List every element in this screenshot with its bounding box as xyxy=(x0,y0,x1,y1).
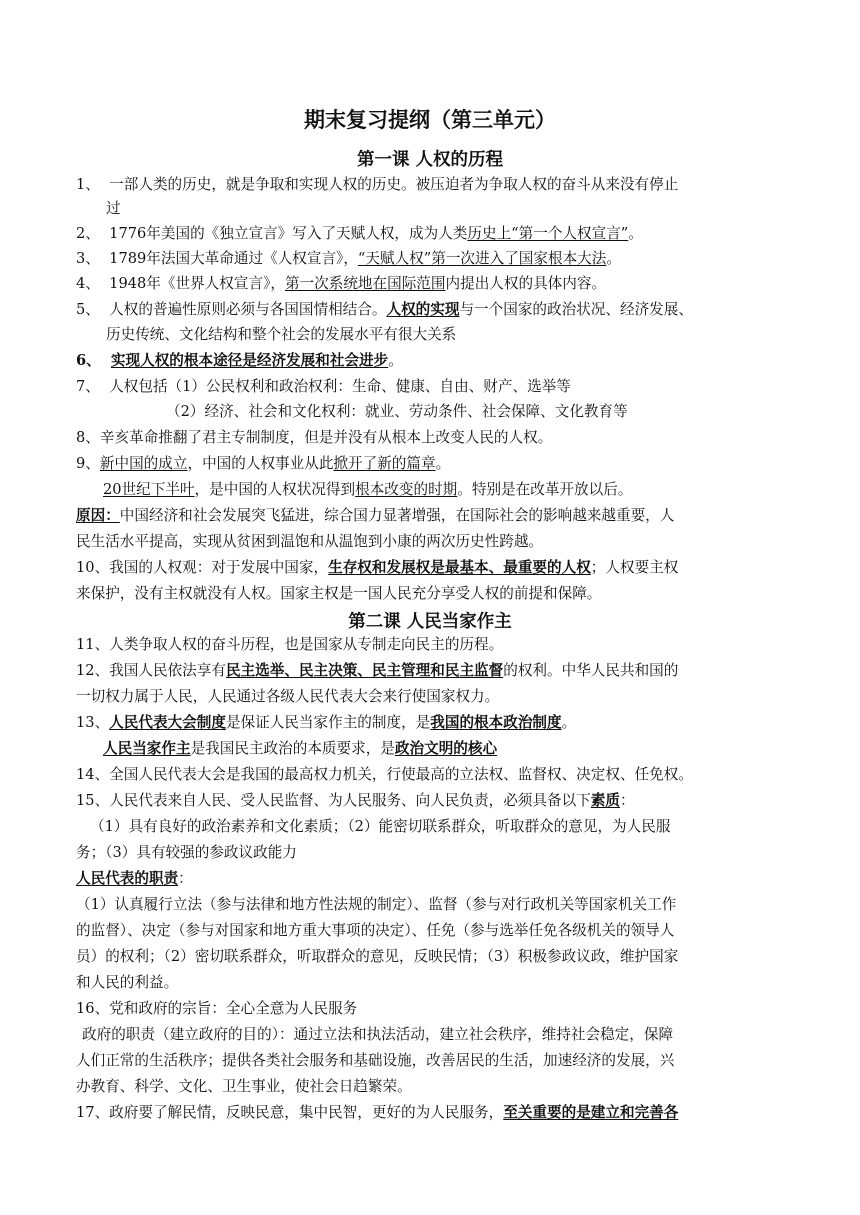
item-7-continuation: （2）经济、社会和文化权利：就业、劳动条件、社会保障、文化教育等 xyxy=(166,403,628,420)
item-13-second-line xyxy=(103,738,497,760)
item-3 xyxy=(76,248,621,270)
gov-duties-line-2: 人们正常的生活秩序；提供各类社会服务和基础设施，改善居民的生活，加速经济的发展，兴 xyxy=(76,1052,675,1069)
duties-line-1: （1）认真履行立法（参与法律和地方性法规的制定）、监督（参与对行政机关等国家机关工作 xyxy=(76,896,677,913)
page-title: 期末复习提纲（第三单元） xyxy=(304,108,556,132)
item-text: 党和政府的宗旨：全心全意为人民服务 xyxy=(109,1000,358,1017)
lesson-1-heading: 第一课 人权的历程 xyxy=(356,150,504,170)
item-text: ；人权要主权 xyxy=(590,559,679,576)
item-14 xyxy=(76,764,693,786)
item-text: 我国人民依法享有 xyxy=(109,662,226,679)
item-text: 1789年法国大革命通过《人权宣言》， xyxy=(109,250,358,267)
underlined-phrase: 掀开了新的篇章 xyxy=(333,455,436,472)
item-number: 14、 xyxy=(76,766,110,783)
underlined-phrase: “天赋人权”第一次进入了国家根本大法 xyxy=(357,250,607,267)
underlined-phrase: 20世纪下半叶 xyxy=(103,481,195,498)
item-text: 一部人类的历史，就是争取和实现人权的历史。被压迫者为争取人权的奋斗从来没有停止 xyxy=(109,176,679,193)
gov-duties-line-1: 政府的职责（建立政府的目的）：通过立法和执法活动，建立社会秩序，维持社会稳定，保障 xyxy=(82,1026,674,1043)
item-text: 人民代表来自人民、受人民监督、为人民服务、向人民负责，必须具备以下 xyxy=(109,792,591,809)
item-text: 全国人民代表大会是我国的最高权力机关，行使最高的立法权、监督权、决定权、任免权。 xyxy=(109,766,693,783)
item-text: 与一个国家的政治状况、经济发展、 xyxy=(459,301,693,318)
item-7 xyxy=(76,376,571,398)
item-text: 人权的普遍性原则必须与各国国情相结合。 xyxy=(109,301,387,318)
emphasis-phrase: 人民当家作主 xyxy=(103,740,191,757)
item-9-second-line xyxy=(103,479,632,501)
item-17 xyxy=(76,1102,678,1124)
item-text: 。 xyxy=(606,250,621,267)
item-number: 17、 xyxy=(76,1104,110,1121)
item-1-continuation: 过 xyxy=(106,200,121,217)
underlined-phrase: 根本改变的时期 xyxy=(355,481,458,498)
item-12 xyxy=(76,660,678,682)
item-text: 辛亥革命推翻了君主专制制度，但是并没有从根本上改变人民的人权。 xyxy=(99,429,553,446)
duties-line-3: 员）的权利；（2）密切联系群众，听取群众的意见，反映民情；（3）积极参政议政，维护国家 xyxy=(76,948,679,965)
item-number: 2、 xyxy=(76,225,100,242)
item-text: 人类争取人权的奋斗历程，也是国家从专制走向民主的历程。 xyxy=(109,636,504,653)
item-text: 政府要了解民情，反映民意，集中民智，更好的为人民服务， xyxy=(109,1104,504,1121)
gov-duties-line-3: 办教育、科学、文化、卫生事业，使社会日趋繁荣。 xyxy=(76,1078,412,1095)
emphasis-phrase: 人权的实现 xyxy=(386,301,460,318)
duties-line-4: 和人民的利益。 xyxy=(76,974,179,991)
duties-label: 人民代表的职责 xyxy=(76,870,179,887)
emphasis-phrase: 实现人权的根本途径是经济发展和社会进步 xyxy=(110,352,389,369)
emphasis-phrase: 政治文明的核心 xyxy=(394,740,498,757)
item-number: 10、 xyxy=(76,559,110,576)
item-6 xyxy=(76,350,403,372)
item-text: 1948年《世界人权宣言》， xyxy=(109,275,285,292)
item-9 xyxy=(76,453,450,475)
item-text: 内提出人权的具体内容。 xyxy=(445,275,607,292)
item-text: ： xyxy=(619,792,635,809)
reason-continuation: 民生活水平提高，实现从贫困到温饱和从温饱到小康的两次历史性跨越。 xyxy=(76,533,544,550)
emphasis-phrase: 至关重要的是建立和完善各 xyxy=(503,1104,679,1121)
item-4 xyxy=(76,273,606,295)
item-text: 。 xyxy=(628,225,643,242)
item-10 xyxy=(76,557,678,579)
item-8 xyxy=(76,427,552,449)
underlined-phrase: 新中国的成立 xyxy=(99,455,188,472)
item-text: 是我国民主政治的本质要求，是 xyxy=(190,740,395,757)
emphasis-phrase: 民主选举、民主决策、民主管理和民主监督 xyxy=(225,662,504,679)
item-text: 我国的人权观：对于发展中国家， xyxy=(109,559,329,576)
item-text: 。 xyxy=(388,352,403,369)
duties-line-2: 的监督）、决定（参与对国家和地方重大事项的决定）、任免（参与选举任免各级机关的领导人 xyxy=(76,922,675,939)
item-12-continuation: 一切权力属于人民，人民通过各级人民代表大会来行使国家权力。 xyxy=(76,688,500,705)
item-text: ： xyxy=(178,870,193,887)
item-11 xyxy=(76,634,503,656)
item-text: 的权利。中华人民共和国的 xyxy=(503,662,679,679)
item-15-qualities: （1）具有良好的政治素养和文化素质；（2）能密切联系群众，听取群众的意见，为人民服 xyxy=(90,818,671,835)
reason-paragraph xyxy=(76,505,674,527)
item-15-qualities-continuation: 务；（3）具有较强的参政议政能力 xyxy=(76,844,297,861)
item-text: ，中国的人权事业从此 xyxy=(187,455,334,472)
item-number: 6、 xyxy=(76,352,101,369)
item-13 xyxy=(76,712,576,734)
emphasis-phrase: 我国的根本政治制度 xyxy=(430,714,562,731)
item-number: 7、 xyxy=(76,378,100,395)
item-number: 5、 xyxy=(76,301,100,318)
item-number: 8、 xyxy=(76,429,100,446)
item-number: 1、 xyxy=(76,176,100,193)
underlined-phrase: 第一次系统地在国际范围 xyxy=(284,275,446,292)
item-number: 3、 xyxy=(76,250,100,267)
item-1 xyxy=(76,174,678,196)
item-text: 。 xyxy=(561,714,577,731)
emphasis-phrase: 素质 xyxy=(590,792,620,809)
underlined-phrase: 历史上“第一个人权宣言” xyxy=(467,225,629,242)
item-text: 是保证人民当家作主的制度，是 xyxy=(225,714,431,731)
item-text: 人权包括（1）公民权利和政治权利：生命、健康、自由、财产、选举等 xyxy=(109,378,571,395)
emphasis-phrase: 生存权和发展权是最基本、最重要的人权 xyxy=(328,559,591,576)
item-16 xyxy=(76,998,357,1020)
item-5 xyxy=(76,299,693,321)
item-number: 11、 xyxy=(76,636,110,653)
item-number: 15、 xyxy=(76,792,110,809)
reason-label: 原因： xyxy=(76,507,120,524)
item-10-continuation: 来保护，没有主权就没有人权。国家主权是一国人民充分享受人权的前提和保障。 xyxy=(76,585,602,602)
item-number: 9、 xyxy=(76,455,100,472)
item-text: 。 xyxy=(435,455,451,472)
emphasis-phrase: 人民代表大会制度 xyxy=(109,714,226,731)
item-text: 。特别是在改革开放以后。 xyxy=(457,481,633,498)
item-5-continuation: 历史传统、文化结构和整个社会的发展水平有很大关系 xyxy=(106,326,457,343)
item-15 xyxy=(76,790,635,812)
item-text: ，是中国的人权状况得到 xyxy=(194,481,356,498)
lesson-2-heading: 第二课 人民当家作主 xyxy=(348,612,512,632)
item-text: 中国经济和社会发展突飞猛进，综合国力显著增强，在国际社会的影响越来越重要，人 xyxy=(119,507,675,524)
item-number: 13、 xyxy=(76,714,110,731)
item-number: 16、 xyxy=(76,1000,110,1017)
item-2 xyxy=(76,223,643,245)
item-number: 12、 xyxy=(76,662,110,679)
item-text: 1776年美国的《独立宣言》写入了天赋人权，成为人类 xyxy=(109,225,468,242)
duties-heading xyxy=(76,868,193,890)
item-number: 4、 xyxy=(76,275,100,292)
